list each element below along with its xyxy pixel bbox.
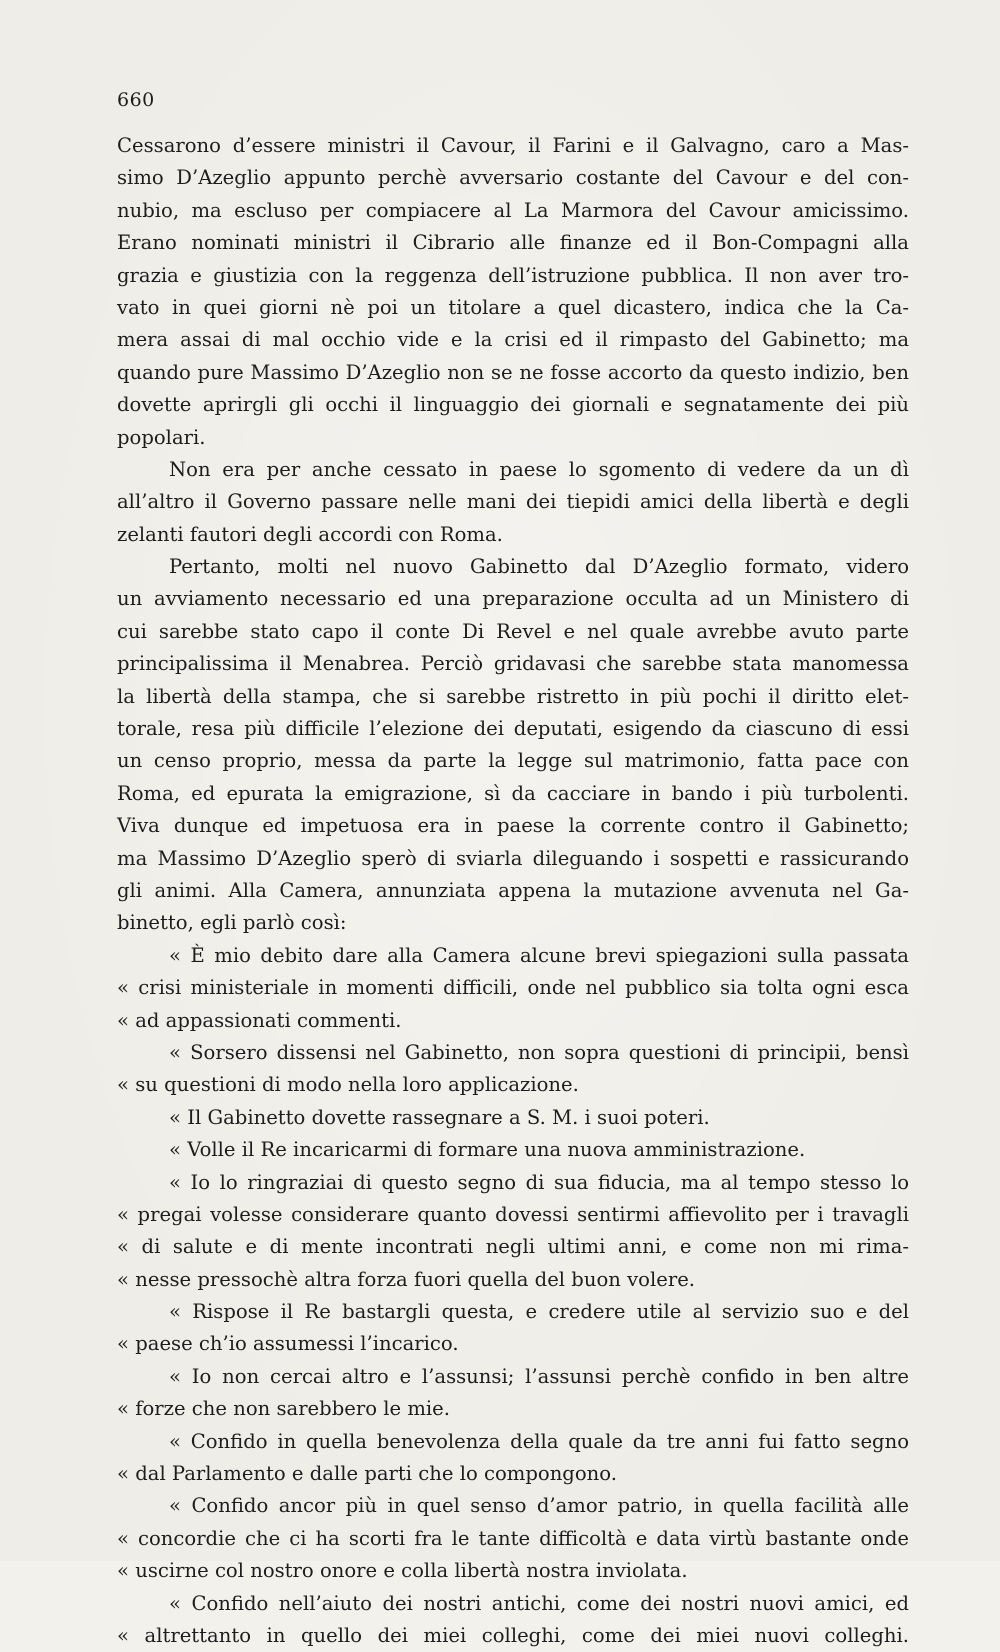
quote-line: « Io lo ringraziai di questo segno di sua fiducia, ma al tempo stesso lo <box>169 1170 909 1194</box>
text-line: la libertà della stampa, che si sarebbe ristretto in più pochi il diritto elet- <box>117 684 909 708</box>
text-line: vato in quei giorni nè poi un titolare a quel dicastero, indica che la Ca- <box>117 295 909 319</box>
quote-line: « paese ch’io assumessi l’incarico. <box>117 1332 459 1356</box>
quote-line: « dal Parlamento e dalle parti che lo compongono. <box>117 1462 617 1486</box>
text-line: Viva dunque ed impetuosa era in paese la corrente contro il Gabinetto; <box>117 814 909 838</box>
quote-line: « Il Gabinetto dovette rassegnare a S. M. i suoi poteri. <box>169 1105 710 1129</box>
text-line: popolari. <box>117 425 206 449</box>
quote-line: « Io non cercai altro e l’assunsi; l’assunsi perchè confido in ben altre <box>169 1364 909 1388</box>
text-line: gli animi. Alla Camera, annunziata appena la mutazione avvenuta nel Ga- <box>117 878 909 902</box>
text-line: Pertanto, molti nel nuovo Gabinetto dal D’Azeglio formato, videro <box>169 555 909 579</box>
text-line: Cessarono d’essere ministri il Cavour, il Farini e il Galvagno, caro a Mas- <box>117 134 909 157</box>
quote-line: « forze che non sarebbero le mie. <box>117 1397 450 1421</box>
quote-line: « Sorsero dissensi nel Gabinetto, non sopra questioni di principii, bensì <box>169 1040 909 1064</box>
quote-line: « nesse pressochè altra forza fuori quella del buon volere. <box>117 1267 696 1291</box>
text-line: Erano nominati ministri il Cibrario alle finanze ed il Bon-Compagni alla <box>117 231 909 255</box>
page-number: 660 <box>117 89 155 111</box>
quote-line: « altrettanto in quello dei miei colleghi, come dei miei nuovi colleghi. <box>117 1623 909 1647</box>
quote-line: « Confido in quella benevolenza della quale da tre anni fui fatto segno <box>169 1429 909 1453</box>
text-line: ma Massimo D’Azeglio sperò di sviarla dileguando i sospetti e rassicurando <box>117 846 909 870</box>
text-line: cui sarebbe stato capo il conte Di Revel e nel quale avrebbe avuto parte <box>117 619 909 643</box>
body-text <box>117 130 909 1652</box>
quote-line: « su questioni di modo nella loro applicazione. <box>117 1073 579 1097</box>
quote-line: « È mio debito dare alla Camera alcune brevi spiegazioni sulla passata <box>169 943 909 967</box>
quote-line: « Rispose il Re bastargli questa, e credere utile al servizio suo e del <box>169 1300 909 1324</box>
text-line: un censo proprio, messa da parte la legge sul matrimonio, fatta pace con <box>117 749 909 773</box>
text-line: nubio, ma escluso per compiacere al La Marmora del Cavour amicissimo. <box>117 198 909 222</box>
text-line: simo D’Azeglio appunto perchè avversario costante del Cavour e del con- <box>117 166 909 190</box>
text-line: quando pure Massimo D’Azeglio non se ne fosse accorto da questo indizio, ben <box>117 360 909 384</box>
quote-line: « Confido ancor più in quel senso d’amor patrio, in quella facilità alle <box>169 1494 909 1518</box>
text-line: dovette aprirgli gli occhi il linguaggio dei giornali e segnatamente dei più <box>117 393 909 417</box>
text-line: binetto, egli parlò così: <box>117 911 347 935</box>
quote-line: « Volle il Re incaricarmi di formare una nuova amministrazione. <box>169 1138 806 1162</box>
quote-line: « ad appassionati commenti. <box>117 1008 402 1032</box>
text-line: mera assai di mal occhio vide e la crisi ed il rimpasto del Gabinetto; ma <box>117 328 909 352</box>
text-line: un avviamento necessario ed una preparazione occulta ad un Ministero di <box>117 587 909 611</box>
text-line: torale, resa più difficile l’elezione dei deputati, esigendo da ciascuno di essi <box>117 717 909 741</box>
quote-line: « uscirne col nostro onore e colla libertà nostra inviolata. <box>117 1559 688 1583</box>
quote-line: « crisi ministeriale in momenti difficili, onde nel pubblico sia tolta ogni esca <box>117 976 909 1000</box>
text-line: all’altro il Governo passare nelle mani dei tiepidi amici della libertà e degli <box>117 490 909 514</box>
text-line: Roma, ed epurata la emigrazione, sì da cacciare in bando i più turbolenti. <box>117 781 909 805</box>
text-line: grazia e giustizia con la reggenza dell’istruzione pubblica. Il non aver tro- <box>117 263 909 287</box>
quote-line: « di salute e di mente incontrati negli ultimi anni, e come non mi rima- <box>117 1235 909 1259</box>
text-line: Non era per anche cessato in paese lo sgomento di vedere da un dì <box>169 457 909 481</box>
text-line: zelanti fautori degli accordi con Roma. <box>117 522 503 546</box>
quote-line: « Confido nell’aiuto dei nostri antichi, come dei nostri nuovi amici, ed <box>169 1591 909 1615</box>
quote-line: « concordie che ci ha scorti fra le tante difficoltà e data virtù bastante onde <box>117 1526 909 1550</box>
text-line: principalissima il Menabrea. Perciò gridavasi che sarebbe stata manomessa <box>117 652 909 676</box>
quote-line: « pregai volesse considerare quanto dovessi sentirmi affievolito per i travagli <box>117 1202 909 1226</box>
